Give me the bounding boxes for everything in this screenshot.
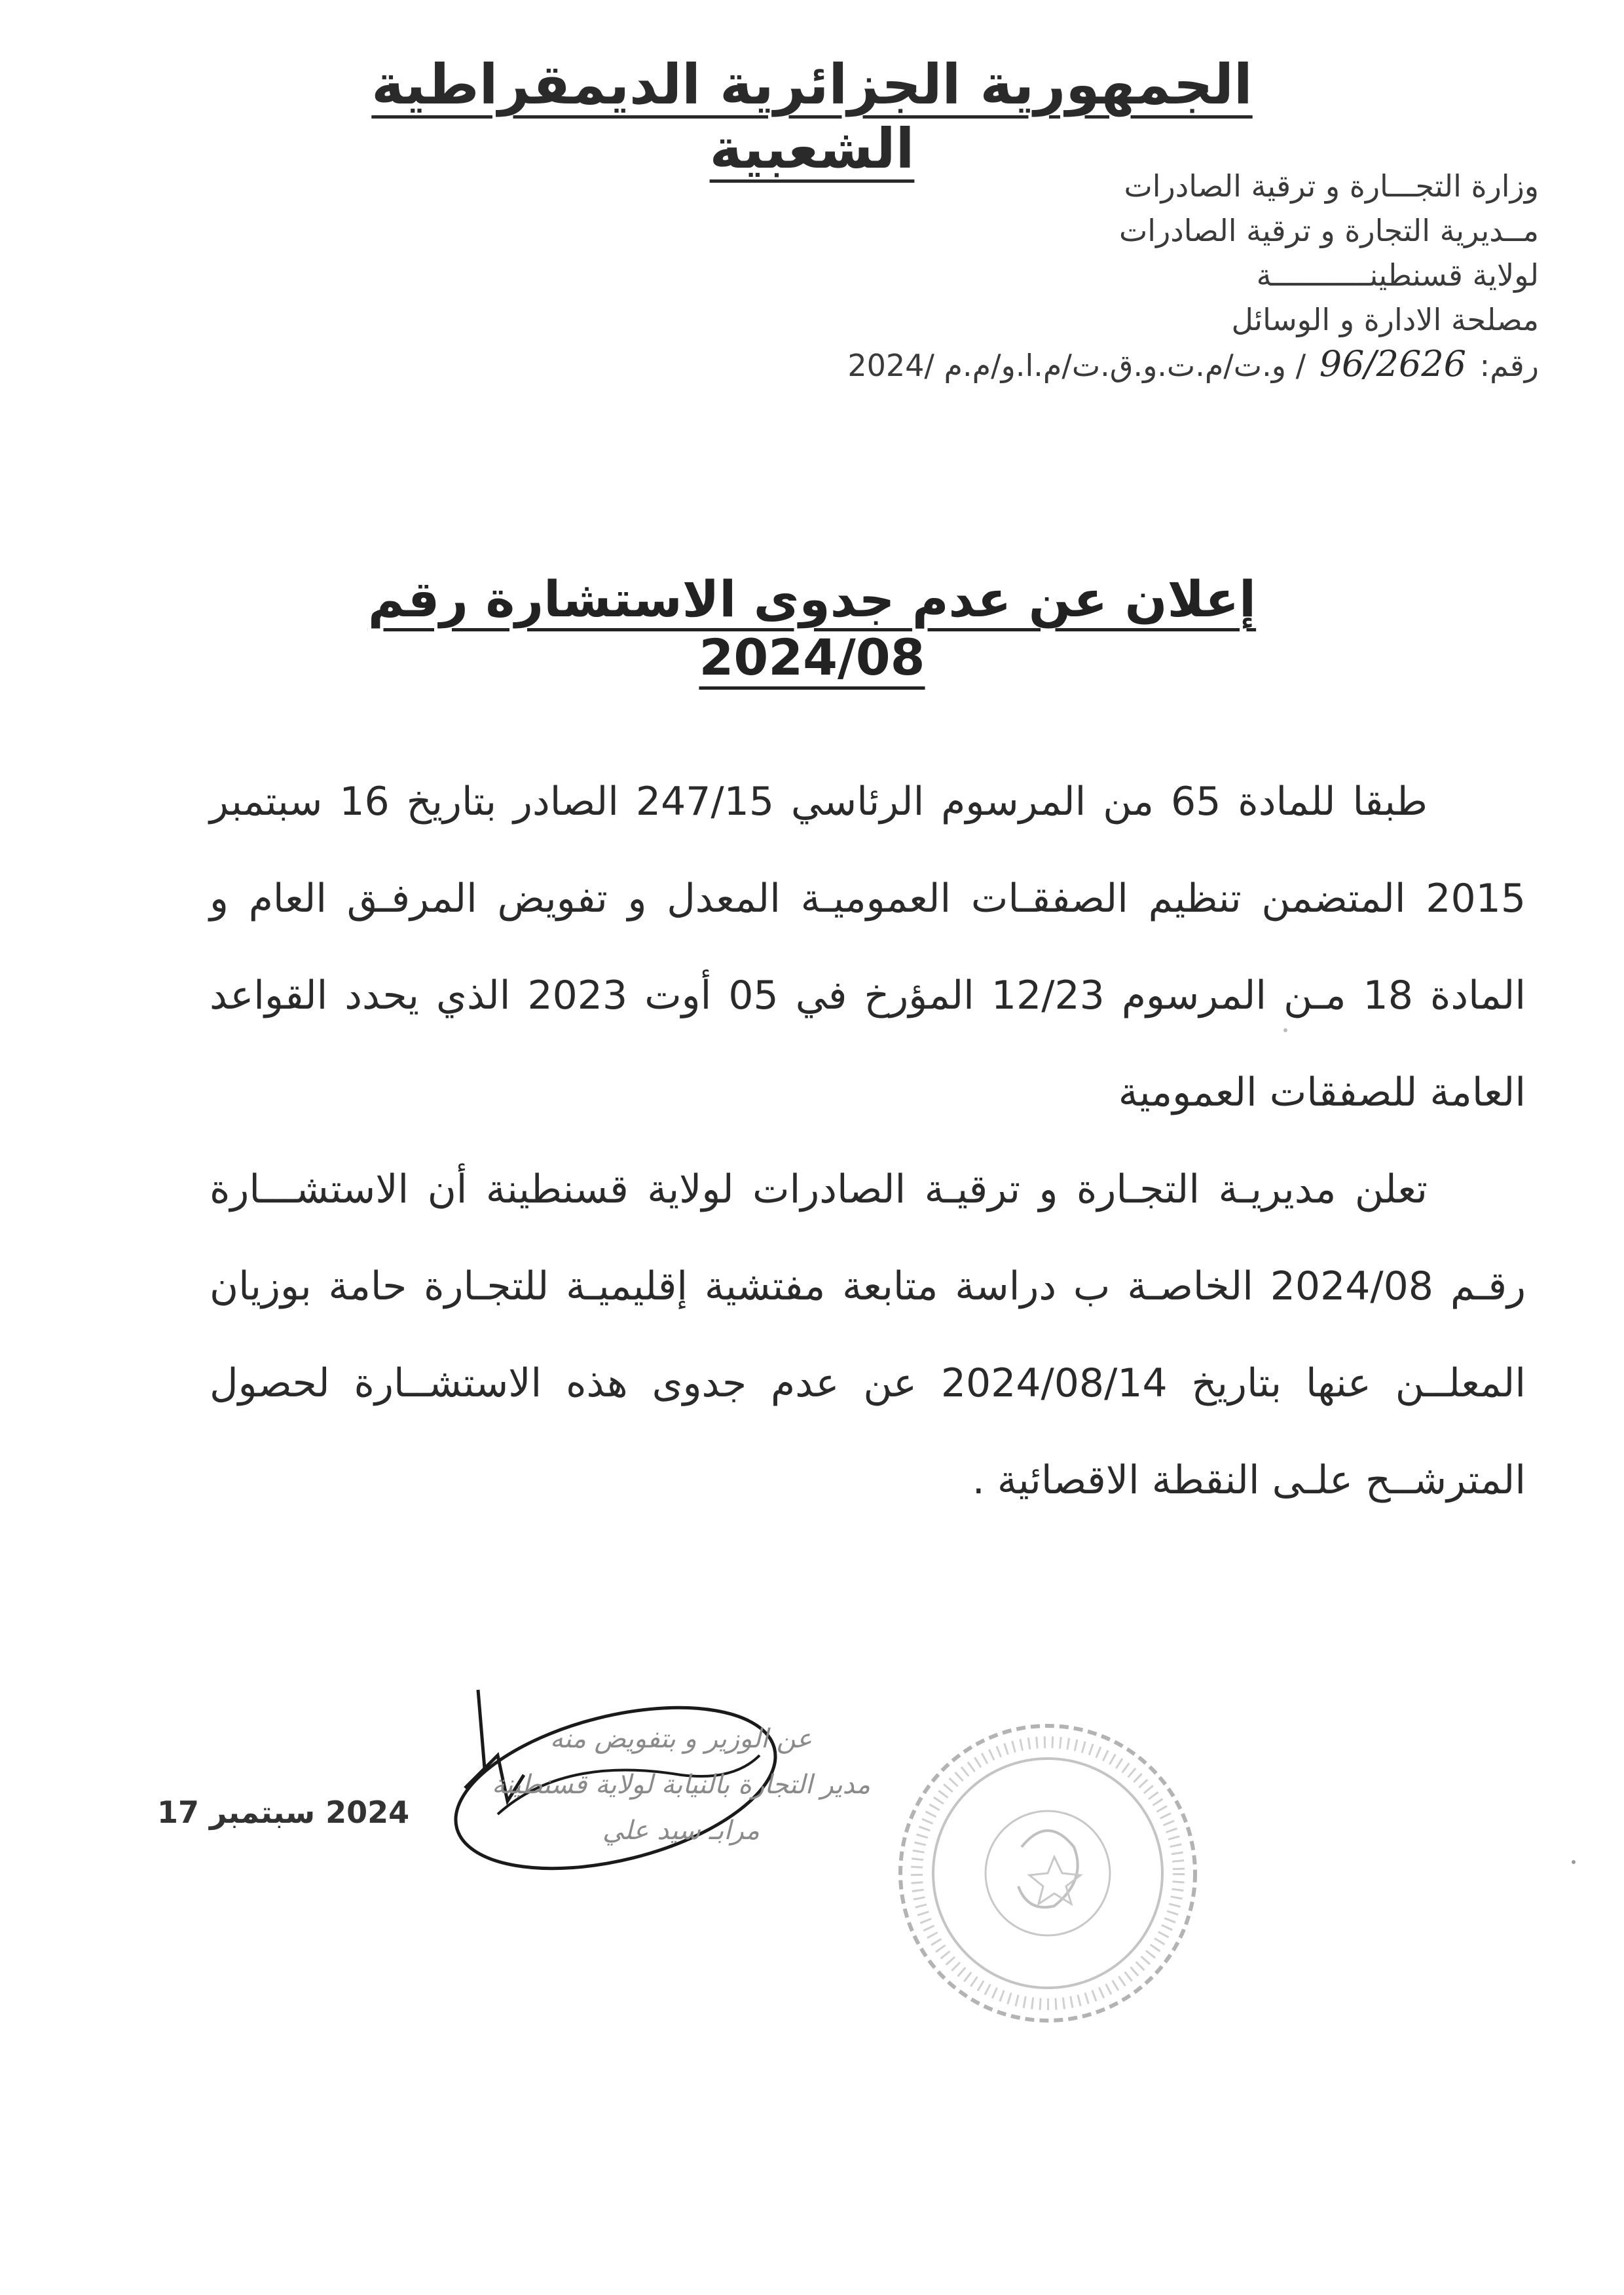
reference-number: 96/2626 [1319,343,1467,384]
scan-speck [1283,1028,1287,1032]
signature-block [471,1716,891,1854]
official-stamp [891,1716,1205,2030]
scan-speck [1572,1860,1576,1864]
paragraph-legal-basis: طبقا للمادة 65 من المرسوم الرئاسي 247/15 الصادر بتاريخ 16 سبتمبر 2015 المتضمن تنظيم الصفقـات العموميـة المعدل و تفويض المرفـق العام و المادة 18 مـن المرسوم 12/23 المؤرخ في 05 أوت 2023 الذي يحدد القواعد العامة للصفقات العمومية [210,779,1526,1115]
announcement-body [210,753,1526,1529]
reference-line [847,342,1539,388]
signature-date: 2024 سبتمبر 17 [157,1795,410,1830]
ministry-line: وزارة التجـــارة و ترقية الصادرات [1124,168,1539,204]
republic-heading: الجمهورية الجزائرية الديمقراطية الشعبية [371,52,1253,181]
signature-name: مرابـ سيد علي [602,1816,760,1846]
wilaya-line: لولاية قسنطينـــــــــــة [1256,257,1539,293]
signature-line-2: مدير التجارة بالنيابة لولاية قسنطينة [491,1770,871,1800]
signature-line-1: عن الوزير و بتفويض منه [549,1724,813,1754]
announcement-title: إعلان عن عدم جدوى الاستشارة رقم 2024/08 [367,570,1257,686]
directorate-line: مــديرية التجارة و ترقية الصادرات [1119,213,1539,248]
reference-suffix: / و.ت/م.ت.و.ق.ت/م.ا.و/م.م /2024 [847,348,1306,383]
paragraph-announcement: تعلن مديريـة التجـارة و ترقيـة الصادرات لولاية قسنطينة أن الاستشـــارة رقـم 2024/08 الخاصـة ب دراسة متابعة مفتشية إقليميـة للتجـارة حامة بوزيان المعلــن عنها بتاريخ 2024/08/14 عن عدم جدوى هذه الاستشــارة لحصول المترشــح علـى النقطة الاقصائية . [210,1166,1526,1503]
service-line: مصلحة الادارة و الوسائل [1231,302,1539,337]
administration-header [847,164,1539,388]
reference-label: رقم: [1479,348,1539,383]
